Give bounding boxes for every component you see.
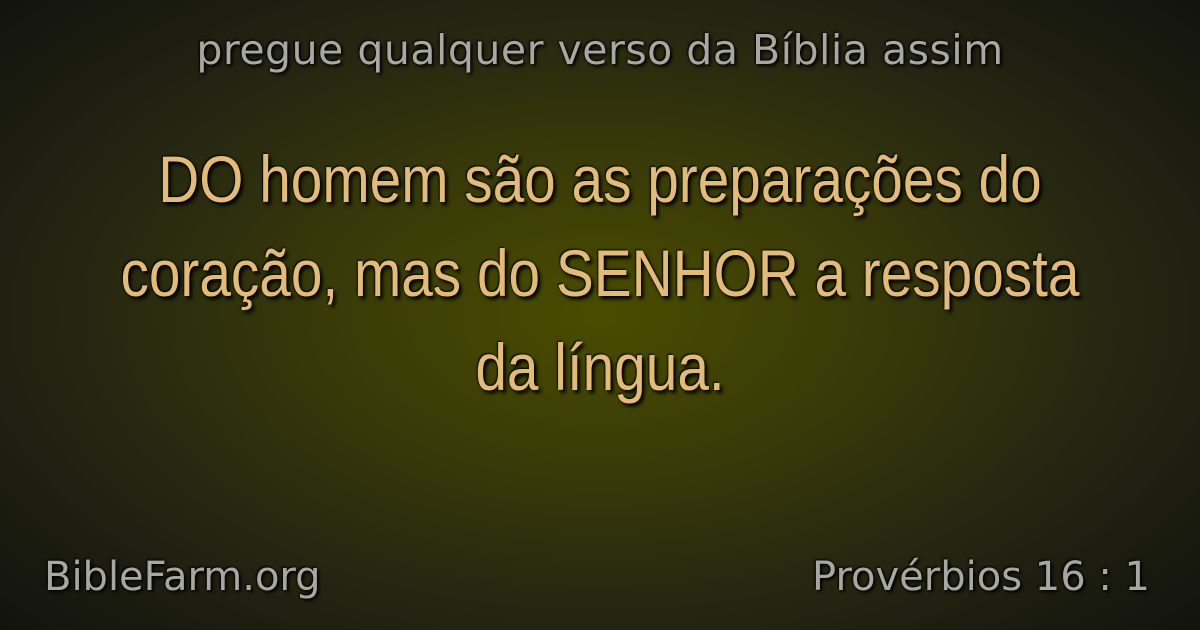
tagline: pregue qualquer verso da Bíblia assim [196, 26, 1004, 74]
verse-text: DO homem são as preparações do coração, mas do SENHOR a resposta da língua. [120, 142, 1080, 404]
verse-reference: Provérbios 16 : 1 [812, 554, 1150, 600]
site-name: BibleFarm.org [44, 554, 321, 600]
